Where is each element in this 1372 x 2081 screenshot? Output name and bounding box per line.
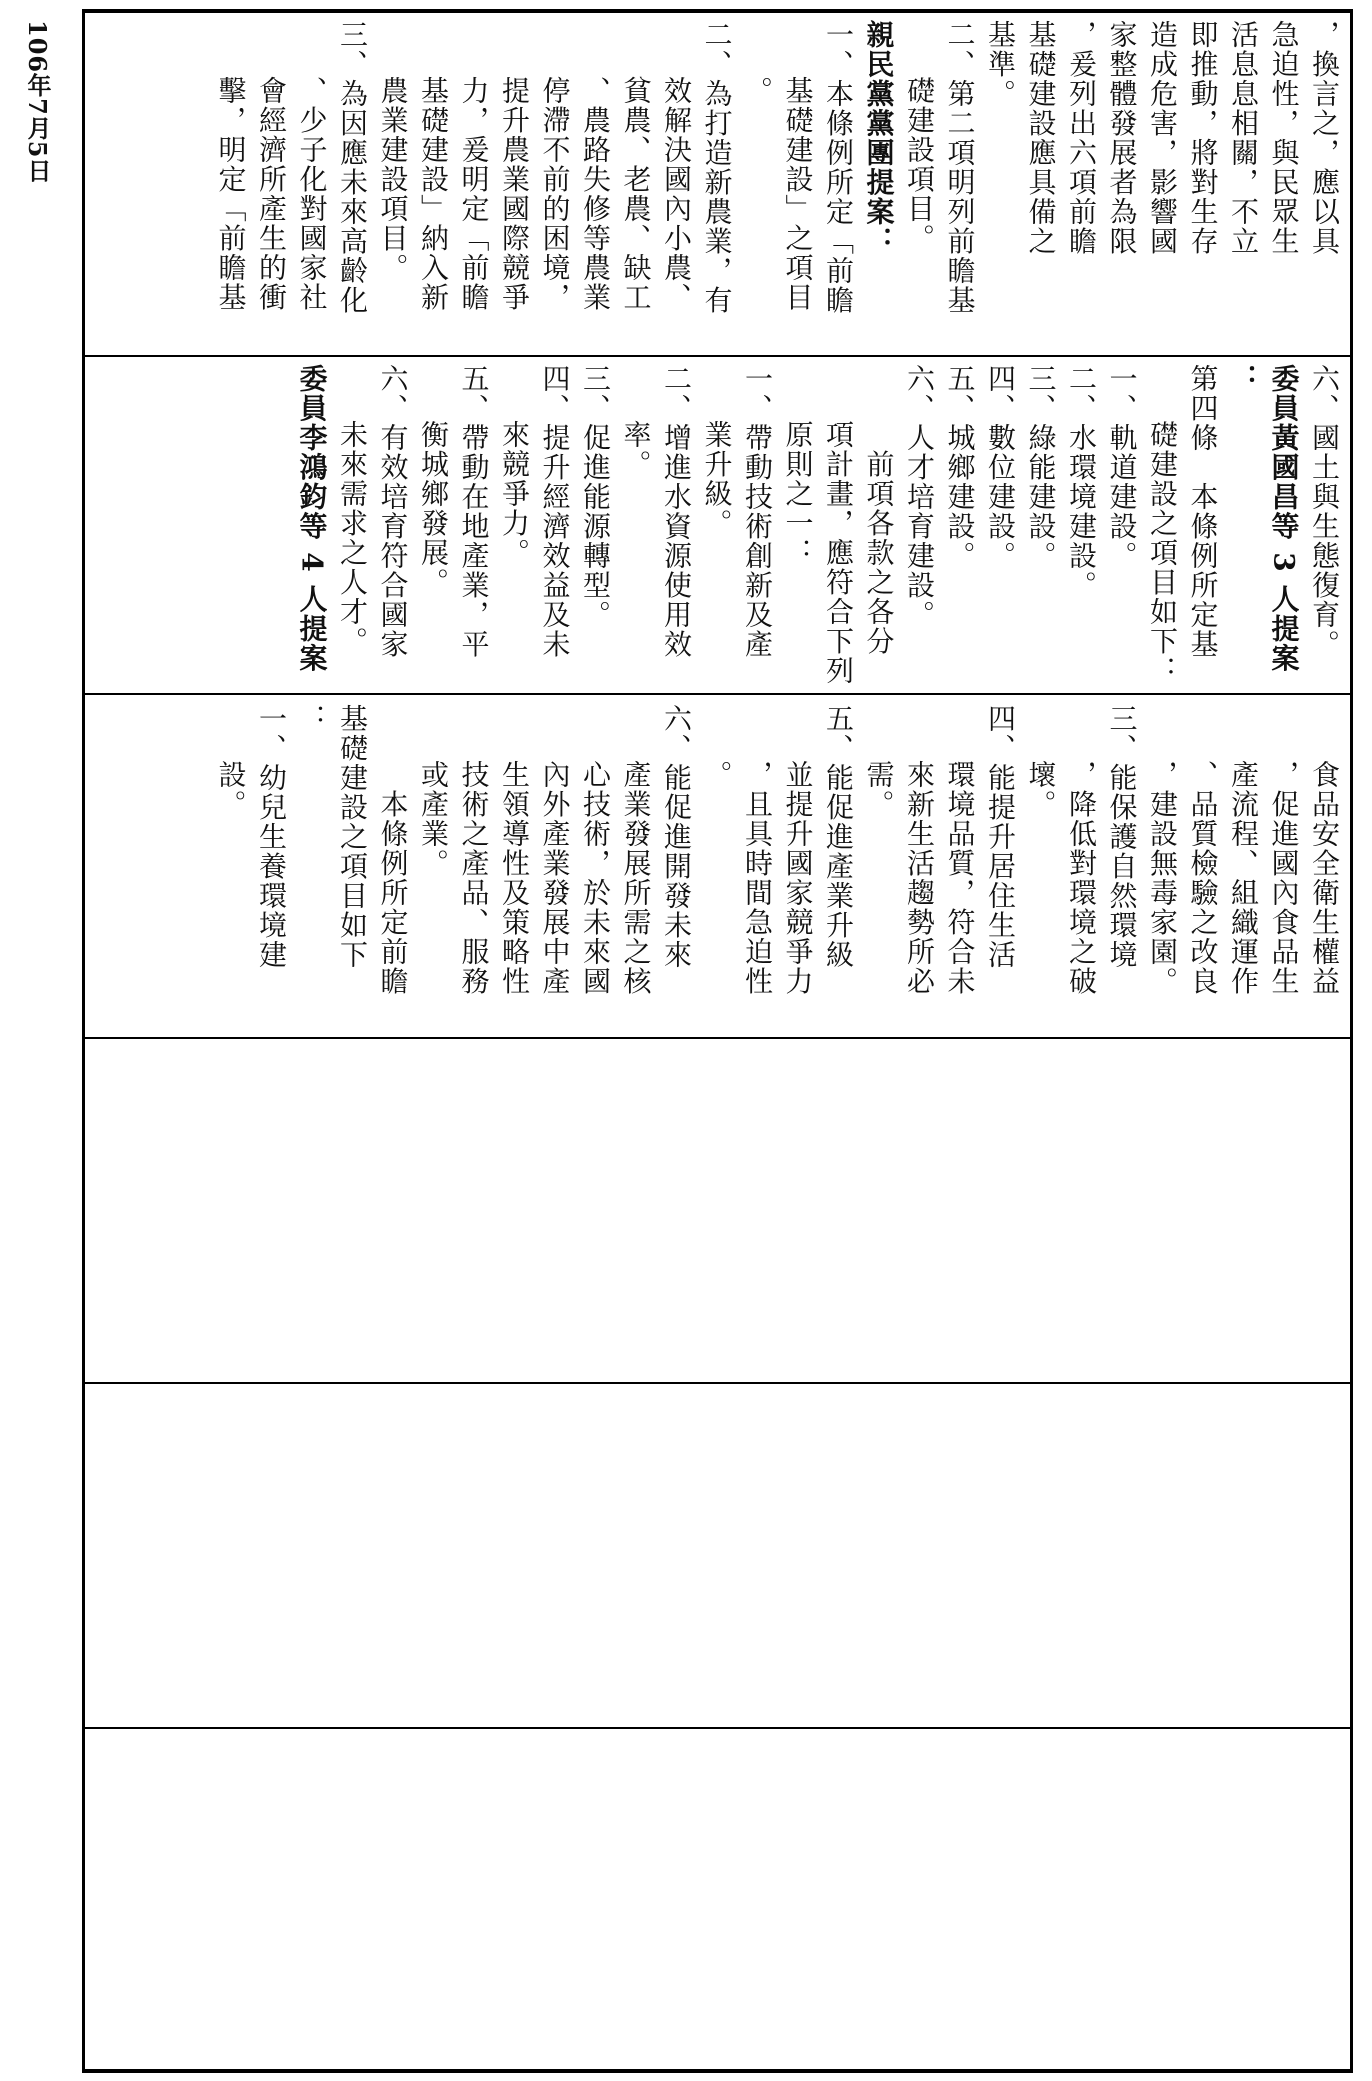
text-line: ，建設無毒家園。: [1146, 760, 1179, 996]
text-column-2: [92, 364, 1344, 689]
text-line: 需。: [862, 760, 896, 819]
text-line: 產業發展所需之核: [619, 760, 653, 996]
text-line: 衡城鄉發展。: [417, 420, 450, 597]
text-line: 委員黃國昌等 3 人提案: [1267, 364, 1301, 673]
text-line: ，且具時間急迫性: [741, 760, 774, 996]
text-line: 二、水環境建設。: [1065, 364, 1098, 600]
text-line: 原則之一：: [781, 420, 815, 568]
text-line: 急迫性，與民眾生: [1267, 20, 1301, 256]
text-line: 力，爰明定「前瞻: [457, 76, 491, 312]
text-column-1: [92, 20, 1344, 350]
text-line: 六、能促進開發未來: [660, 704, 693, 970]
text-line: 四、提升經濟效益及未: [538, 364, 572, 659]
text-line: 會經濟所產生的衝: [255, 76, 288, 312]
text-line: 產流程、組織運作: [1227, 760, 1260, 996]
text-line: 內外產業發展中產: [538, 760, 572, 996]
text-line: ：: [1227, 364, 1260, 394]
text-line: 貧農、老農、缺工: [619, 76, 653, 312]
text-line: 提升農業國際競爭: [498, 76, 531, 312]
text-column-3: [92, 704, 1344, 1032]
text-line: 礎建設項目。: [903, 76, 936, 253]
text-line: ：: [295, 704, 329, 734]
text-line: 環境品質，符合未: [943, 760, 977, 996]
text-line: ，換言之，應以具: [1308, 20, 1341, 256]
text-line: 五、城鄉建設。: [943, 364, 977, 571]
text-line: 設。: [214, 760, 248, 819]
text-line: 、少子化對國家社: [295, 76, 329, 312]
text-line: 技術之產品、服務: [457, 760, 491, 996]
text-line: 造成危害，影響國: [1146, 20, 1179, 256]
text-line: 一、幼兒生養環境建: [255, 704, 288, 970]
left-border: [82, 10, 85, 2073]
text-line: 或產業。: [417, 760, 450, 878]
text-line: 六、有效培育符合國家: [376, 364, 410, 659]
page-date: 106年7月5日: [23, 20, 52, 184]
divider-2: [82, 693, 1353, 695]
text-line: 活息息相關，不立: [1227, 20, 1260, 256]
text-line: 六、國土與生態復育。: [1308, 364, 1341, 659]
text-line: 礎建設之項目如下：: [1146, 420, 1179, 686]
text-line: ，爰列出六項前瞻: [1065, 20, 1098, 256]
text-line: 委員李鴻鈞等 4 人提案: [295, 364, 329, 673]
text-line: 即推動，將對生存: [1186, 20, 1220, 256]
text-line: 家整體發展者為限: [1105, 20, 1139, 256]
text-line: 第四條 本條例所定基: [1186, 364, 1220, 659]
text-line: 、品質檢驗之改良: [1186, 760, 1220, 996]
text-line: 本條例所定前瞻: [376, 760, 410, 996]
text-line: 停滯不前的困境，: [538, 76, 572, 312]
text-line: 五、帶動在地產業，平: [457, 364, 491, 659]
text-line: 三、能保護自然環境: [1105, 704, 1139, 970]
text-line: 心技術，於未來國: [579, 760, 612, 996]
text-line: 。: [700, 760, 734, 790]
text-line: 六、人才培育建設。: [903, 364, 936, 630]
text-line: 五、能促進產業升級: [822, 704, 855, 970]
text-line: 親民黨黨團提案：: [862, 20, 896, 256]
text-line: 基礎建設之項目如下: [336, 704, 369, 970]
text-line: 未來需求之人才。: [336, 420, 369, 656]
text-line: 三、為因應未來高齡化: [336, 20, 369, 315]
text-line: 農業建設項目。: [376, 76, 410, 283]
text-line: 基準。: [984, 20, 1017, 109]
divider-3: [82, 1037, 1353, 1039]
text-line: 四、能提升居住生活: [984, 704, 1017, 970]
text-line: 、農路失修等農業: [579, 76, 612, 312]
text-line: 率。: [619, 420, 653, 479]
divider-5: [82, 1727, 1353, 1729]
text-line: 二、為打造新農業，有: [700, 20, 734, 315]
top-rule: [82, 9, 1353, 13]
text-line: 來競爭力。: [498, 420, 531, 568]
text-line: 一、軌道建設。: [1105, 364, 1139, 571]
text-line: 基礎建設」納入新: [417, 76, 450, 312]
text-line: 效解決國內小農、: [660, 76, 693, 312]
right-border: [1350, 10, 1353, 2073]
text-line: ，降低對環境之破: [1065, 760, 1098, 996]
divider-4: [82, 1382, 1353, 1384]
text-line: 來新生活趨勢所必: [903, 760, 936, 996]
bottom-rule: [82, 2069, 1353, 2073]
text-line: 業升級。: [700, 420, 734, 538]
text-line: 生領導性及策略性: [498, 760, 531, 996]
text-line: 二、第二項明列前瞻基: [943, 20, 977, 315]
text-line: 四、數位建設。: [984, 364, 1017, 571]
text-line: 二、增進水資源使用效: [660, 364, 693, 659]
text-line: 基礎建設」之項目: [781, 76, 815, 312]
text-line: 三、綠能建設。: [1024, 364, 1058, 571]
text-line: 一、帶動技術創新及產: [741, 364, 774, 659]
text-line: 一、本條例所定「前瞻: [822, 20, 855, 315]
text-line: 三、促進能源轉型。: [579, 364, 612, 630]
divider-1: [82, 355, 1353, 357]
text-line: 並提升國家競爭力: [781, 760, 815, 996]
text-line: 壞。: [1024, 760, 1058, 819]
text-line: 食品安全衛生權益: [1308, 760, 1341, 996]
text-line: 。: [741, 76, 774, 106]
text-line: 基礎建設應具備之: [1024, 20, 1058, 256]
text-line: 項計畫，應符合下列: [822, 420, 855, 686]
text-line: ，促進國內食品生: [1267, 760, 1301, 996]
text-line: 擊，明定「前瞻基: [214, 76, 248, 312]
text-line: 前項各款之各分: [862, 420, 896, 656]
